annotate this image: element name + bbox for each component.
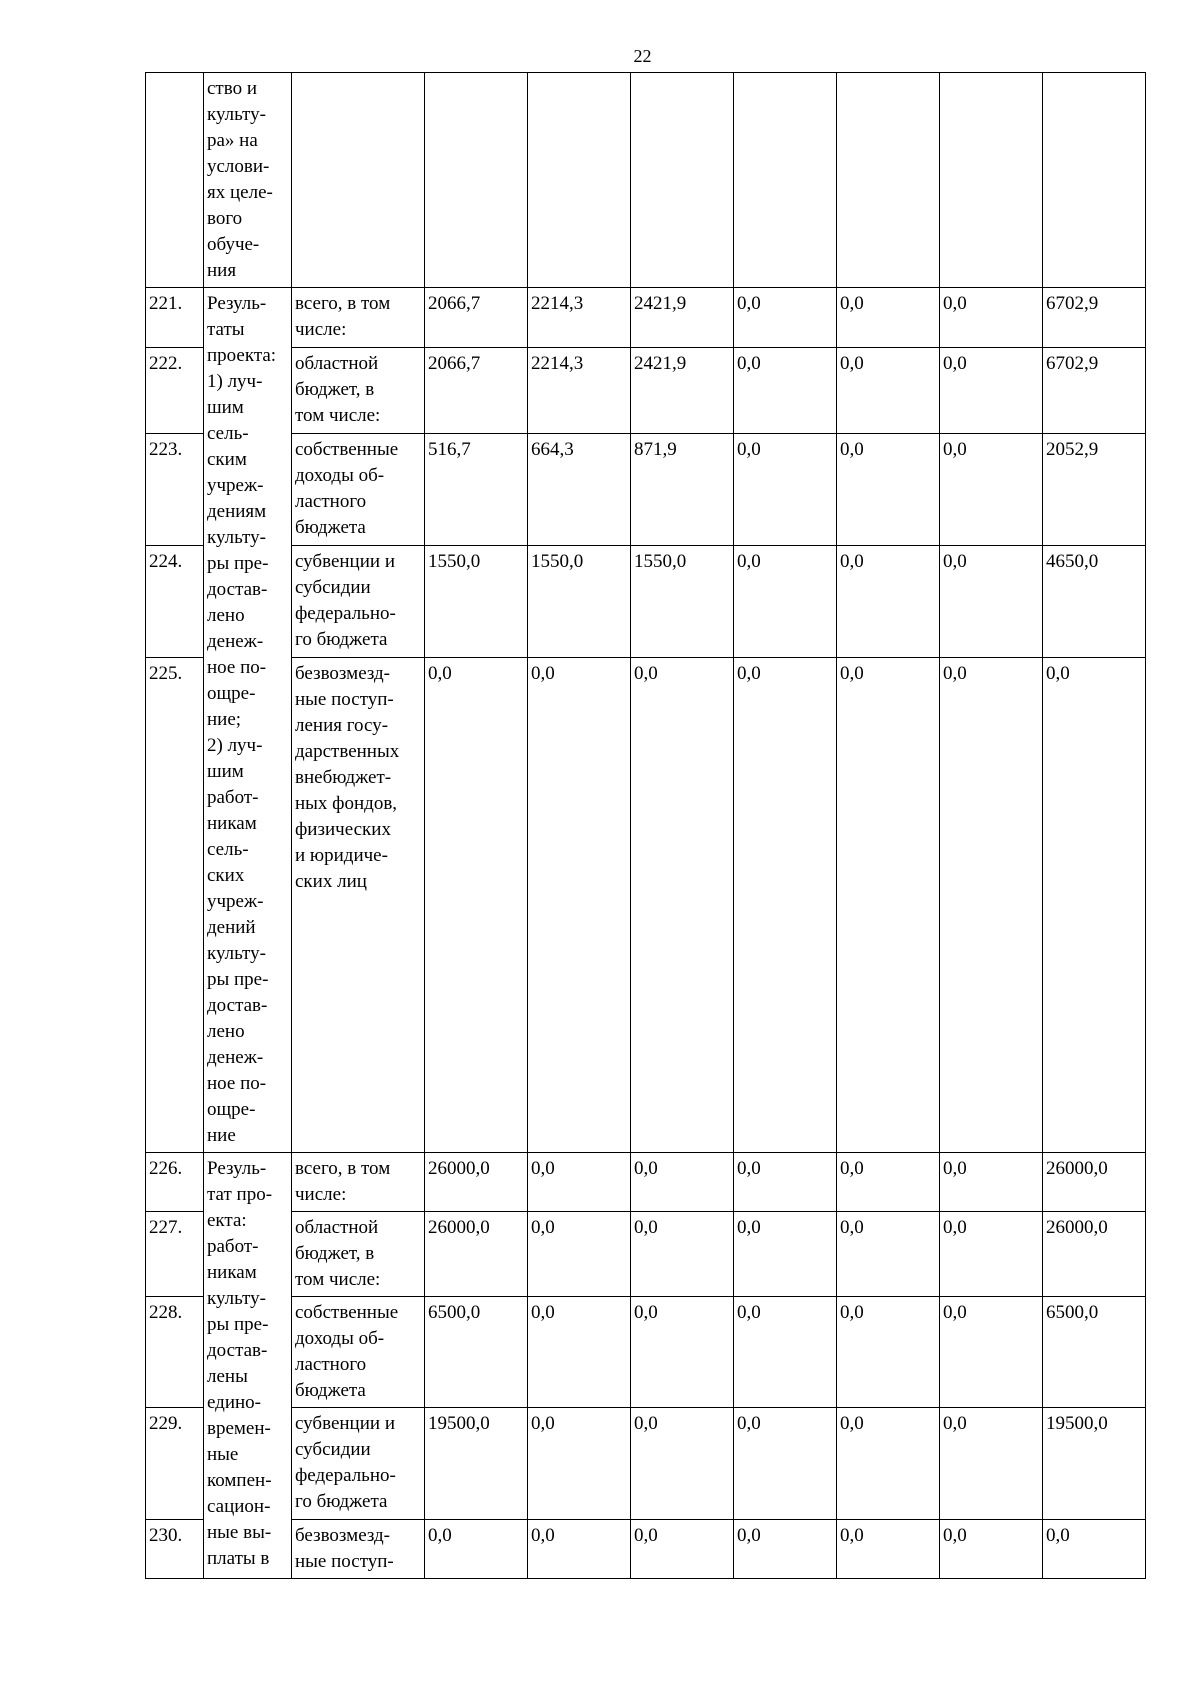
value-cell: 0,0	[631, 1408, 734, 1520]
value-cell	[940, 73, 1043, 288]
value-cell: 0,0	[528, 1520, 631, 1579]
value-cell: 0,0	[1043, 1520, 1146, 1579]
value-cell: 6702,9	[1043, 288, 1146, 348]
row-number: 221.	[146, 288, 204, 348]
row-number: 222.	[146, 347, 204, 433]
value-cell: 6500,0	[1043, 1297, 1146, 1408]
value-cell: 26000,0	[425, 1212, 528, 1297]
value-cell: 0,0	[1043, 657, 1146, 1152]
value-cell: 0,0	[734, 288, 837, 348]
table-row	[146, 657, 1146, 1152]
value-cell: 0,0	[734, 545, 837, 657]
funding-source: безвозмезд- ные поступ-	[292, 1520, 425, 1579]
value-cell: 0,0	[837, 1153, 940, 1212]
table-row-continuation	[146, 73, 1146, 288]
value-cell	[837, 73, 940, 288]
value-cell: 0,0	[940, 657, 1043, 1152]
value-cell: 0,0	[940, 1153, 1043, 1212]
table-row	[146, 1297, 1146, 1408]
value-cell: 0,0	[631, 1153, 734, 1212]
value-cell: 0,0	[837, 1408, 940, 1520]
funding-source: всего, в том числе:	[292, 1153, 425, 1212]
value-cell: 0,0	[734, 1520, 837, 1579]
value-cell: 0,0	[837, 657, 940, 1152]
value-cell: 26000,0	[1043, 1153, 1146, 1212]
table-row	[146, 545, 1146, 657]
value-cell: 871,9	[631, 433, 734, 545]
value-cell: 1550,0	[425, 545, 528, 657]
value-cell: 0,0	[940, 1520, 1043, 1579]
value-cell: 0,0	[837, 347, 940, 433]
value-cell: 0,0	[940, 347, 1043, 433]
row-number-cell	[146, 73, 204, 288]
value-cell: 2421,9	[631, 347, 734, 433]
value-cell	[1043, 73, 1146, 288]
value-cell: 4650,0	[1043, 545, 1146, 657]
funding-source: собственные доходы об- ластного бюджета	[292, 1297, 425, 1408]
value-cell	[734, 73, 837, 288]
value-cell: 0,0	[940, 433, 1043, 545]
value-cell: 0,0	[940, 1408, 1043, 1520]
value-cell: 0,0	[837, 1212, 940, 1297]
row-number: 226.	[146, 1153, 204, 1212]
value-cell: 0,0	[528, 1297, 631, 1408]
value-cell: 26000,0	[425, 1153, 528, 1212]
row-number: 224.	[146, 545, 204, 657]
value-cell: 0,0	[734, 1212, 837, 1297]
value-cell: 2066,7	[425, 347, 528, 433]
value-cell: 0,0	[734, 1153, 837, 1212]
value-cell: 664,3	[528, 433, 631, 545]
row-number: 225.	[146, 657, 204, 1152]
value-cell	[528, 73, 631, 288]
table-row	[146, 1153, 1146, 1212]
value-cell: 0,0	[631, 1297, 734, 1408]
value-cell: 19500,0	[1043, 1408, 1146, 1520]
result-cell: Резуль- таты проекта: 1) луч- шим сель- ским учреж- дениям культу- ры пре- достав- лено денеж- ное по- ощре- ние; 2) луч- шим работ- никам сель- ских учреж- дений культу- ры пре- достав- лено денеж- ное по- ощре- ние	[204, 288, 292, 1153]
funding-source: субвенции и субсидии федерально- го бюджета	[292, 545, 425, 657]
funding-source: субвенции и субсидии федерально- го бюджета	[292, 1408, 425, 1520]
value-cell: 0,0	[940, 288, 1043, 348]
value-cell: 0,0	[837, 545, 940, 657]
value-cell: 0,0	[528, 657, 631, 1152]
value-cell: 6500,0	[425, 1297, 528, 1408]
table-row	[146, 288, 1146, 348]
table-row	[146, 1212, 1146, 1297]
result-cell: ство и культу- ра» на услови- ях целе- вого обуче- ния	[204, 73, 292, 288]
table-row	[146, 1408, 1146, 1520]
value-cell: 0,0	[425, 657, 528, 1152]
value-cell: 0,0	[528, 1408, 631, 1520]
value-cell: 2214,3	[528, 288, 631, 348]
value-cell: 1550,0	[528, 545, 631, 657]
value-cell: 0,0	[734, 347, 837, 433]
budget-table	[145, 72, 1146, 1579]
value-cell: 0,0	[734, 657, 837, 1152]
value-cell: 19500,0	[425, 1408, 528, 1520]
value-cell: 0,0	[631, 657, 734, 1152]
funding-source: областной бюджет, в том числе:	[292, 1212, 425, 1297]
value-cell: 0,0	[940, 1212, 1043, 1297]
value-cell: 2052,9	[1043, 433, 1146, 545]
value-cell: 0,0	[631, 1520, 734, 1579]
row-number: 230.	[146, 1520, 204, 1579]
value-cell: 0,0	[837, 433, 940, 545]
value-cell: 0,0	[528, 1212, 631, 1297]
value-cell: 0,0	[940, 1297, 1043, 1408]
value-cell: 2214,3	[528, 347, 631, 433]
page-number: 22	[633, 46, 652, 66]
funding-source: безвозмезд- ные поступ- ления госу- дарственных внебюджет- ных фондов, физических и юридиче- ских лиц	[292, 657, 425, 1152]
table-row	[146, 433, 1146, 545]
row-number: 223.	[146, 433, 204, 545]
row-number: 227.	[146, 1212, 204, 1297]
funding-source: областной бюджет, в том числе:	[292, 347, 425, 433]
value-cell: 516,7	[425, 433, 528, 545]
value-cell: 2421,9	[631, 288, 734, 348]
funding-source: собственные доходы об- ластного бюджета	[292, 433, 425, 545]
source-cell	[292, 73, 425, 288]
value-cell	[425, 73, 528, 288]
value-cell: 0,0	[425, 1520, 528, 1579]
value-cell: 0,0	[940, 545, 1043, 657]
value-cell: 0,0	[734, 433, 837, 545]
result-cell: Резуль- тат про- екта: работ- никам культу- ры пре- достав- лены едино- времен- ные компен- сацион- ные вы- платы в	[204, 1153, 292, 1579]
value-cell: 1550,0	[631, 545, 734, 657]
value-cell: 6702,9	[1043, 347, 1146, 433]
value-cell: 0,0	[837, 288, 940, 348]
value-cell: 0,0	[631, 1212, 734, 1297]
table-row	[146, 347, 1146, 433]
funding-source: всего, в том числе:	[292, 288, 425, 348]
value-cell: 0,0	[528, 1153, 631, 1212]
value-cell	[631, 73, 734, 288]
value-cell: 0,0	[734, 1408, 837, 1520]
value-cell: 2066,7	[425, 288, 528, 348]
value-cell: 0,0	[837, 1520, 940, 1579]
row-number: 228.	[146, 1297, 204, 1408]
value-cell: 0,0	[837, 1297, 940, 1408]
value-cell: 26000,0	[1043, 1212, 1146, 1297]
row-number: 229.	[146, 1408, 204, 1520]
value-cell: 0,0	[734, 1297, 837, 1408]
table-row	[146, 1520, 1146, 1579]
